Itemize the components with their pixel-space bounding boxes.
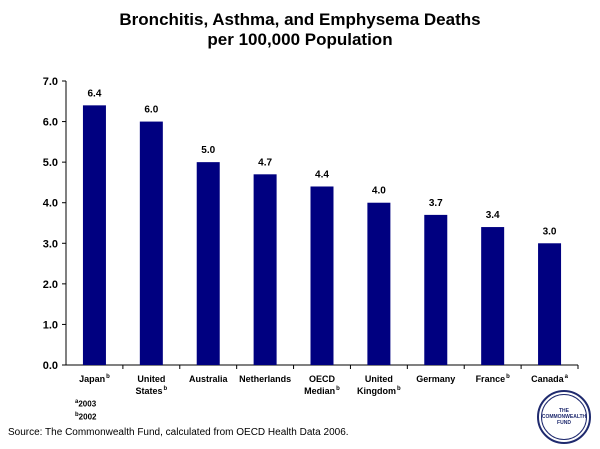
x-category-label: United States$^b$	[135, 374, 168, 396]
footnotes	[75, 397, 96, 422]
y-tick-label: 3.0	[42, 238, 58, 251]
bar	[254, 174, 277, 365]
x-category-label: France$^b$	[475, 374, 510, 384]
bar	[140, 122, 163, 365]
bar-value-label: 3.7	[428, 197, 443, 209]
bar	[424, 215, 447, 365]
y-tick-label: 0.0	[42, 360, 58, 372]
bar	[481, 227, 504, 365]
bar	[83, 105, 106, 365]
footnote-b: $^b$2002	[75, 411, 97, 422]
bar	[367, 203, 390, 365]
x-category-label: Germany	[416, 374, 456, 384]
bar-value-label: 3.0	[542, 226, 557, 238]
bar-value-label: 4.0	[371, 185, 386, 197]
bar-value-label: 4.4	[315, 169, 329, 181]
bar-value-label: 3.4	[485, 210, 500, 222]
footnote-a: $^a$2003	[75, 399, 97, 409]
bar-value-label: 6.4	[87, 88, 102, 100]
bar-value-label: 4.7	[258, 157, 273, 169]
source-note: Source: The Commonwealth Fund, calculated from OECD Health Data 2006.	[8, 427, 349, 438]
x-category-label: United Kingdom$^b$	[357, 374, 401, 396]
bar-value-label: 5.0	[201, 145, 216, 157]
y-tick-label: 6.0	[42, 116, 58, 129]
y-tick-label: 5.0	[42, 157, 58, 170]
x-category-label: Australia	[188, 374, 228, 384]
y-tick-label: 1.0	[42, 319, 58, 332]
bar	[197, 162, 220, 365]
bar-value-label: 6.0	[144, 104, 159, 116]
chart-subtitle: per 100,000 Population	[207, 30, 393, 49]
bar	[538, 243, 561, 365]
y-tick-label: 2.0	[42, 278, 58, 291]
bar	[311, 186, 334, 365]
x-category-label: Canada$^a$	[531, 374, 568, 384]
x-category-label: Netherlands	[239, 374, 292, 384]
y-tick-label: 4.0	[42, 197, 58, 210]
x-category-label: OECD Median$^b$	[304, 374, 340, 396]
commonwealth-fund-logo: THE COMMONWEALTH FUND	[537, 390, 591, 444]
x-category-label: Japan$^b$	[79, 374, 110, 384]
chart-title: Bronchitis, Asthma, and Emphysema Deaths	[119, 10, 481, 29]
y-tick-label: 7.0	[42, 76, 58, 88]
